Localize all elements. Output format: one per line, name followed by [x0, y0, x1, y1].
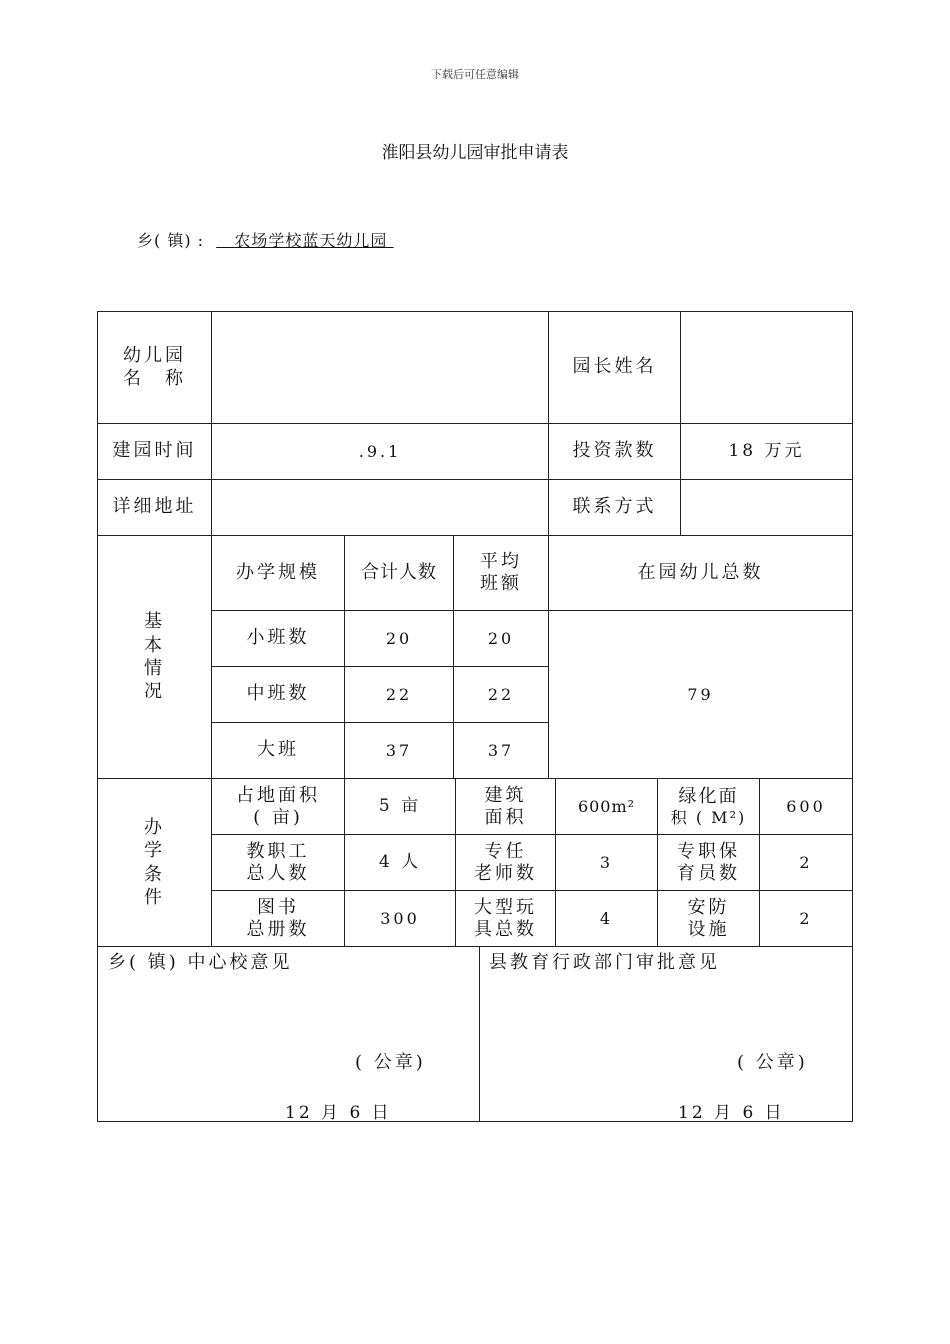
kindergarten-name-value[interactable] [212, 312, 548, 423]
middle-class-avg: 22 [487, 684, 515, 704]
toys-value: 4 [599, 908, 614, 928]
investment-label: 投资款数 [572, 440, 657, 462]
toys-label: 大型玩 具总数 [474, 896, 537, 940]
green-area-value: 600 [786, 796, 826, 816]
large-class-label: 大班 [257, 739, 299, 761]
large-class-avg: 37 [487, 740, 515, 760]
founded-time-label: 建园时间 [112, 440, 197, 462]
middle-class-label: 中班数 [246, 683, 310, 705]
address-label: 详细地址 [112, 496, 197, 518]
contact-value[interactable] [681, 480, 852, 535]
building-area-label: 建筑 面积 [484, 784, 527, 828]
large-class-total: 37 [385, 740, 413, 760]
staff-label: 教职工 总人数 [246, 840, 310, 884]
total-people-label: 合计人数 [361, 561, 437, 583]
land-area-value: 5 亩 [378, 795, 422, 816]
founded-time-value: .9.1 [358, 441, 402, 461]
basic-info-section-label: 基 本 情 况 [144, 611, 165, 703]
small-class-total: 20 [385, 628, 413, 648]
teachers-label: 专任 老师数 [474, 840, 537, 884]
seal-right: ( 公章) [737, 1052, 808, 1073]
scale-label: 办学规模 [236, 561, 320, 583]
edu-dept-opinion-label: 县教育行政部门审批意见 [489, 952, 720, 973]
principal-name-label: 园长姓名 [572, 356, 657, 378]
caregivers-value: 2 [799, 852, 813, 872]
conditions-section-label: 办 学 条 件 [144, 816, 165, 908]
date-right: 12 月 6 日 [678, 1103, 785, 1123]
land-area-label: 占地面积 ( 亩) [236, 784, 320, 828]
center-school-opinion-label: 乡( 镇) 中心校意见 [108, 952, 293, 973]
building-area-value: 600m² [577, 796, 636, 816]
table-divider [479, 946, 480, 1121]
date-left: 12 月 6 日 [285, 1103, 392, 1123]
middle-class-total: 22 [385, 684, 413, 704]
township-value: 农场学校蓝天幼儿园 [234, 231, 388, 250]
principal-name-value[interactable] [681, 312, 852, 423]
table-divider [97, 946, 853, 947]
staff-value: 4 人 [378, 851, 422, 872]
teachers-value: 3 [599, 852, 614, 872]
small-class-label: 小班数 [246, 627, 310, 649]
kindergarten-name-label: 幼儿园 名 称 [123, 345, 186, 389]
table-border-right [852, 311, 853, 1122]
avg-class-label: 平均 班额 [480, 550, 522, 594]
security-value: 2 [799, 908, 813, 928]
small-class-avg: 20 [487, 628, 515, 648]
township-label: 乡( 镇) : [137, 231, 205, 250]
investment-value: 18 万元 [728, 440, 805, 461]
header-note: 下载后可任意编辑 [431, 68, 519, 81]
security-label: 安防 设施 [687, 896, 730, 940]
books-label: 图书 总册数 [246, 896, 310, 940]
address-value[interactable] [212, 480, 548, 535]
books-value: 300 [380, 908, 420, 928]
caregivers-label: 专职保 育员数 [677, 840, 740, 884]
contact-label: 联系方式 [572, 496, 657, 518]
children-total-value: 79 [687, 684, 714, 704]
children-total-label: 在园幼儿总数 [637, 561, 764, 583]
form-title: 淮阳县幼儿园审批申请表 [381, 143, 569, 163]
township-line [137, 228, 394, 251]
seal-left: ( 公章) [355, 1052, 426, 1073]
green-area-label: 绿化面 积 ( M²) [670, 786, 747, 827]
